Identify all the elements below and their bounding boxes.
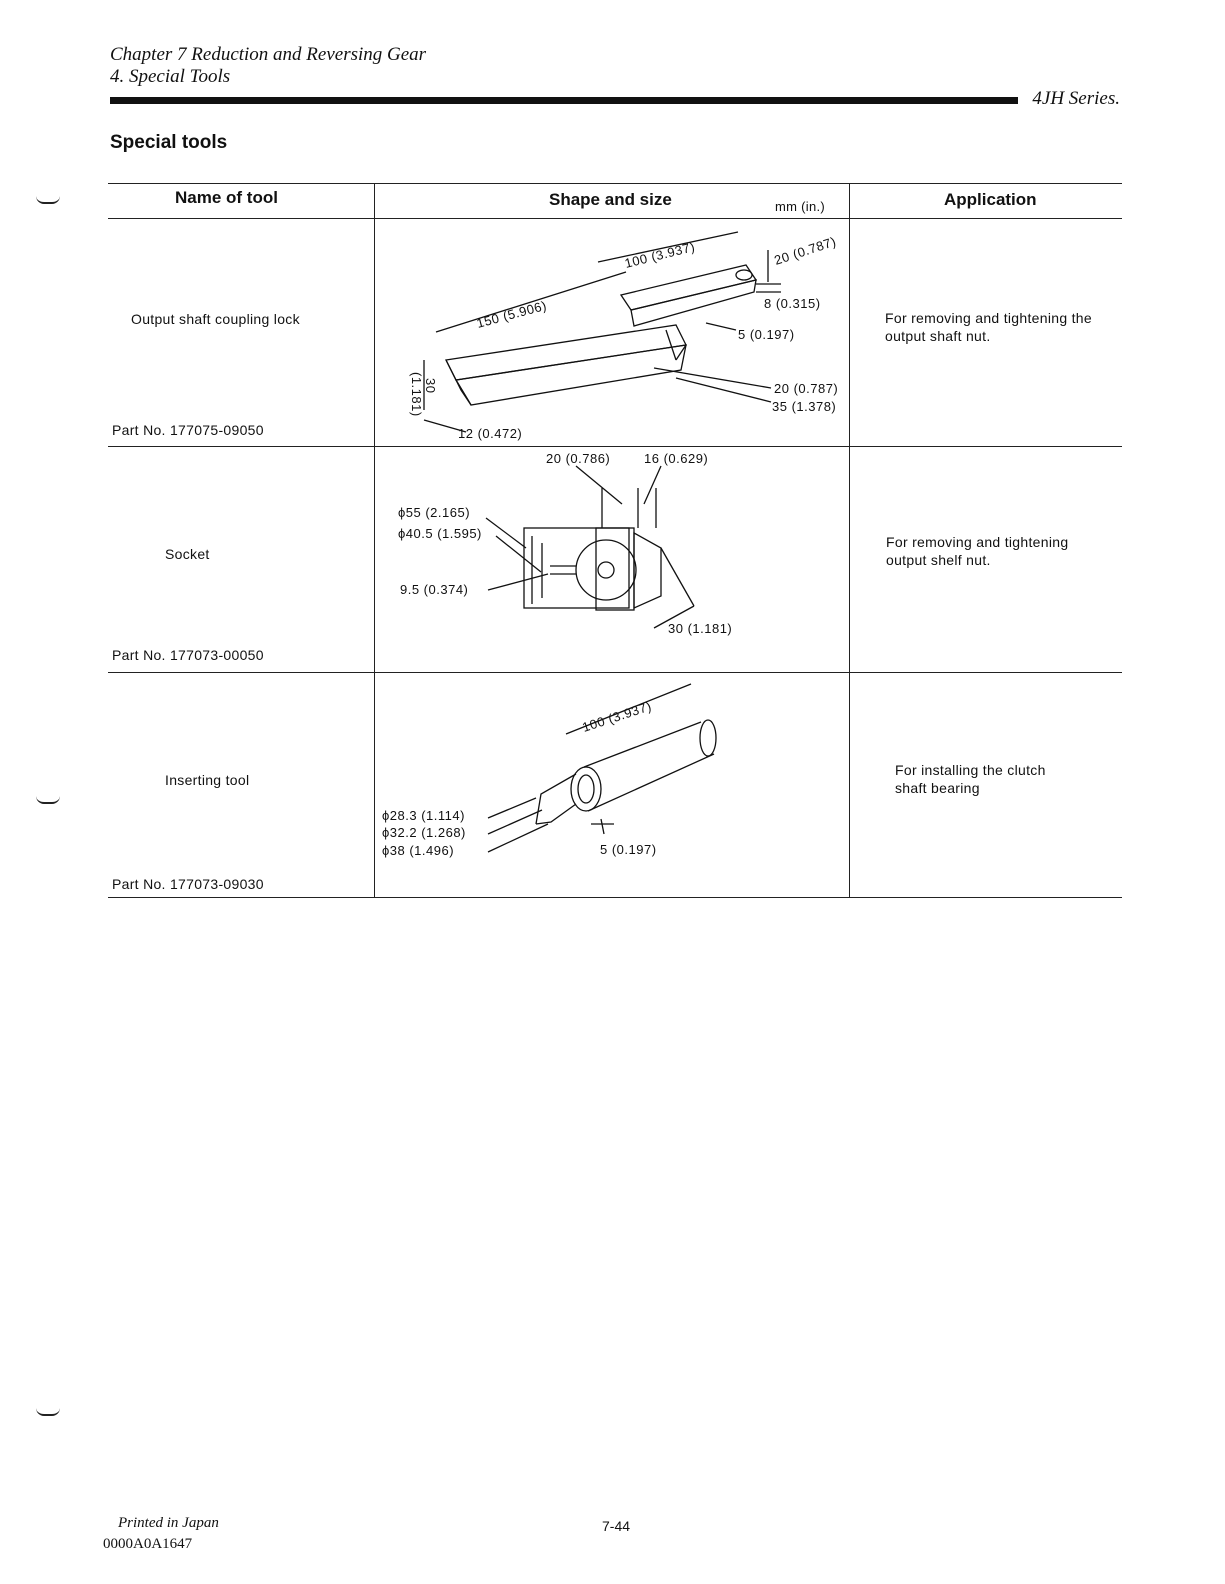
application-line: For removing and tightening <box>886 534 1069 550</box>
bar-top-face <box>446 325 686 380</box>
tool-name: Output shaft coupling lock <box>131 311 300 327</box>
lug-edge <box>666 330 676 360</box>
header-shape-and-size: Shape and size <box>549 190 672 209</box>
socket-hex <box>634 533 661 608</box>
part-number: Part No. 177073-00050 <box>112 647 264 663</box>
dim-label: ϕ55 (2.165) <box>398 505 471 520</box>
application-line: For removing and tightening the <box>885 310 1092 326</box>
application-line: output shaft nut. <box>885 328 991 344</box>
leader <box>488 574 548 590</box>
document-code: 0000A0A1647 <box>103 1536 193 1552</box>
application-line: output shelf nut. <box>886 552 991 568</box>
application-line: For installing the clutch <box>895 762 1046 778</box>
dim-label: ϕ40.5 (1.595) <box>398 526 482 541</box>
margin-mark <box>36 196 60 204</box>
leader <box>488 798 536 818</box>
tool-end-face <box>700 720 716 756</box>
arm-side-face <box>631 280 756 326</box>
dim-label: ϕ28.3 (1.114) <box>382 808 465 823</box>
dim-line-5 <box>601 819 604 834</box>
inserting-tool-drawing <box>376 674 848 896</box>
dim-label: 9.5 (0.374) <box>400 582 469 597</box>
dim-label: 5 (0.197) <box>738 327 795 342</box>
header-name-of-tool: Name of tool <box>175 188 278 207</box>
table-top-rule <box>108 183 1122 184</box>
application-text <box>895 761 1046 797</box>
section-title: Special tools <box>110 132 228 153</box>
application-text <box>885 309 1092 345</box>
dim-label: 100 (3.937) <box>580 698 654 735</box>
dim-label: ϕ38 (1.496) <box>382 843 455 858</box>
dim-label: 30 (1.181) <box>668 621 733 636</box>
leader <box>576 466 622 504</box>
dim-label: (1.181) <box>409 372 424 417</box>
tool-name: Inserting tool <box>165 772 250 788</box>
series-label: 4JH Series. <box>1032 88 1120 109</box>
dim-line-20b <box>654 368 771 388</box>
page-number: 7-44 <box>602 1518 631 1534</box>
column-divider <box>374 183 375 897</box>
coupling-lock-drawing <box>376 220 848 446</box>
step-edge <box>536 804 576 824</box>
step-edge <box>536 774 576 824</box>
socket-face-outer <box>576 540 636 600</box>
dim-label: 100 (3.937) <box>623 238 697 271</box>
row-divider <box>108 446 1122 447</box>
dim-label: 35 (1.378) <box>772 399 837 414</box>
dim-label: 5 (0.197) <box>600 842 657 857</box>
dim-label: 150 (5.906) <box>474 297 549 331</box>
application-text <box>886 533 1068 569</box>
dim-label: 20 (0.787) <box>774 381 839 396</box>
tool-bore <box>578 775 594 803</box>
dim-line-30 <box>661 548 694 606</box>
table-bottom-rule <box>108 897 1122 898</box>
dim-label: ϕ32.2 (1.268) <box>382 825 466 840</box>
tool-name: Socket <box>165 546 210 562</box>
column-divider <box>849 183 850 897</box>
printed-in: Printed in Japan <box>118 1515 219 1531</box>
leader <box>496 536 541 572</box>
dim-label: 8 (0.315) <box>764 296 821 311</box>
application-line: shaft bearing <box>895 780 980 796</box>
bar-end-face <box>446 360 471 405</box>
units-label: mm (in.) <box>775 199 826 214</box>
chapter-line: Chapter 7 Reduction and Reversing Gear <box>110 44 427 65</box>
tool-bottom-edge <box>588 754 714 811</box>
arm-hole <box>736 270 752 280</box>
header-rule-bottom <box>108 218 1122 219</box>
dim-label: 16 (0.629) <box>644 451 709 466</box>
header-application: Application <box>944 190 1037 209</box>
dim-label: 20 (0.787) <box>772 233 839 268</box>
bar-side-face <box>456 345 686 405</box>
part-number: Part No. 177075-09050 <box>112 422 264 438</box>
section-line: 4. Special Tools <box>110 66 231 87</box>
leader <box>644 466 661 504</box>
socket-drawing <box>376 448 848 672</box>
dim-line-5 <box>706 323 736 330</box>
leader <box>488 824 548 852</box>
dim-label: 12 (0.472) <box>458 426 523 441</box>
margin-mark <box>36 796 60 804</box>
arm-top-face <box>621 265 756 310</box>
dim-line-35 <box>676 378 771 402</box>
header-rule <box>110 97 1018 104</box>
socket-face-inner <box>598 562 614 578</box>
row-divider <box>108 672 1122 673</box>
part-number: Part No. 177073-09030 <box>112 876 264 892</box>
margin-mark <box>36 1408 60 1416</box>
chapter-heading <box>110 44 426 88</box>
dim-label: 30 <box>423 378 438 394</box>
dim-label: 20 (0.786) <box>546 451 611 466</box>
